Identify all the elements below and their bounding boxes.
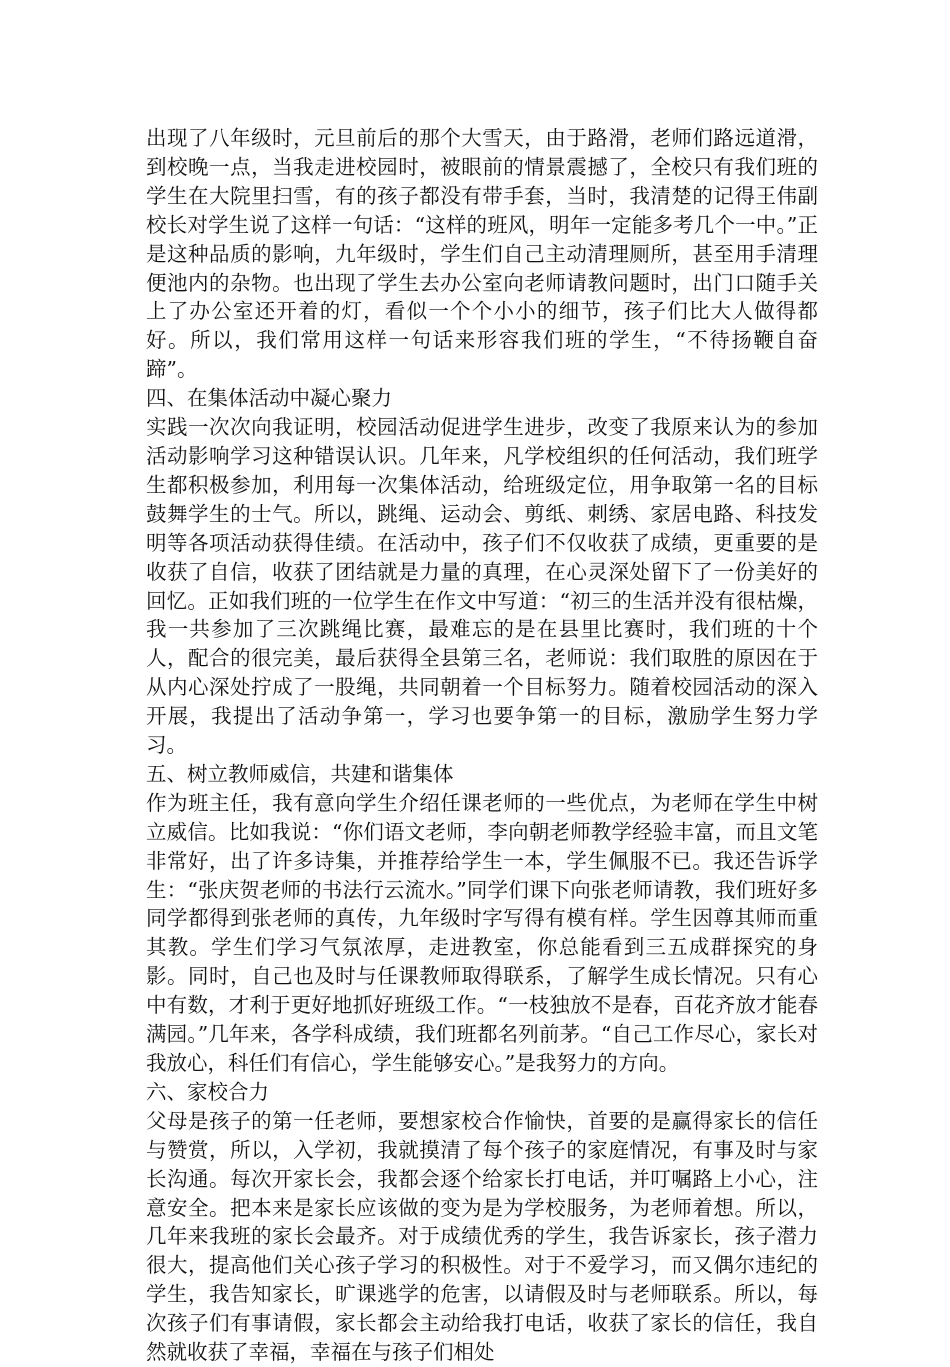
- section-heading-4: 四、在集体活动中凝心聚力: [146, 386, 392, 411]
- section-heading-5: 五、树立教师威信，共建和谐集体: [146, 761, 454, 786]
- paragraph-teacher-prestige: 作为班主任，我有意向学生介绍任课老师的一些优点，为老师在学生中树立威信。比如我说：“你们语文老师，李向朝老师教学经验丰富，而且文笔非常好，出了许多诗集，并推荐给学生一本，学生佩服不已。我还告诉学生：“张庆贺老师的书法行云流水。”同学们课下向张老师请教，我们班好多同学都得到张老师的真传，九年级时字写得有模有样。学生因尊其师而重其教。学生们学习气氛浓厚，走进教室，你总能看到三五成群探究的身影。同时，自己也及时与任课教师取得联系，了解学生成长情况。只有心中有数，才利于更好地抓好班级工作。“一枝独放不是春，百花齐放才能春满园。”几年来，各学科成绩，我们班都名列前茅。“自己工作尽心，家长对我放心，科任们有信心，学生能够安心。”是我努力的方向。: [146, 790, 818, 1075]
- paragraph-home-school: 父母是孩子的第一任老师，要想家校合作愉快，首要的是赢得家长的信任与赞赏，所以，入学初，我就摸清了每个孩子的家庭情况，有事及时与家长沟通。每次开家长会，我都会逐个给家长打电话，并叮嘱路上小心，注意安全。把本来是家长应该做的变为是为学校服务，为老师着想。所以，几年来我班的家长会最齐。对于成绩优秀的学生，我告诉家长，孩子潜力很大，提高他们关心孩子学习的积极性。对于不爱学习，而又偶尔违纪的学生，我告知家长，旷课逃学的危害，以请假及时与老师联系。所以，每次孩子们有事请假，家长都会主动给我打电话，收获了家长的信任，我自然就收获了幸福，幸福在与孩子们相处: [146, 1108, 818, 1365]
- section-heading-6: 六、家校合力: [146, 1079, 269, 1104]
- document-body: [146, 124, 818, 1367]
- paragraph-collective-activities: 实践一次次向我证明，校园活动促进学生进步，改变了我原来认为的参加活动影响学习这种错误认识。几年来，凡学校组织的任何活动，我们班学生都积极参加，利用每一次集体活动，给班级定位，用争取第一名的目标鼓舞学生的士气。所以，跳绳、运动会、剪纸、刺绣、家居电路、科技发明等各项活动获得佳绩。在活动中，孩子们不仅收获了成绩，更重要的是收获了自信，收获了团结就是力量的真理，在心灵深处留下了一份美好的回忆。正如我们班的一位学生在作文中写道：“初三的生活并没有很枯燥，我一共参加了三次跳绳比赛，最难忘的是在县里比赛时，我们班的十个人，配合的很完美，最后获得全县第三名，老师说：我们取胜的原因在于从内心深处拧成了一股绳，共同朝着一个目标努力。随着校园活动的深入开展，我提出了活动争第一，学习也要争第一的目标，激励学生努力学习。: [146, 415, 818, 758]
- paragraph-snow-cleaning: 出现了八年级时，元旦前后的那个大雪天，由于路滑，老师们路远道滑，到校晚一点，当我走进校园时，被眼前的情景震撼了，全校只有我们班的学生在大院里扫雪，有的孩子都没有带手套，当时，我清楚的记得王伟副校长对学生说了这样一句话：“这样的班风，明年一定能多考几个一中。”正是这种品质的影响，九年级时，学生们自己主动清理厕所，甚至用手清理便池内的杂物。也出现了学生去办公室向老师请教问题时，出门口随手关上了办公室还开着的灯，看似一个个小小的细节，孩子们比大人做得都好。所以，我们常用这样一句话来形容我们班的学生，“不待扬鞭自奋蹄”。: [146, 126, 818, 382]
